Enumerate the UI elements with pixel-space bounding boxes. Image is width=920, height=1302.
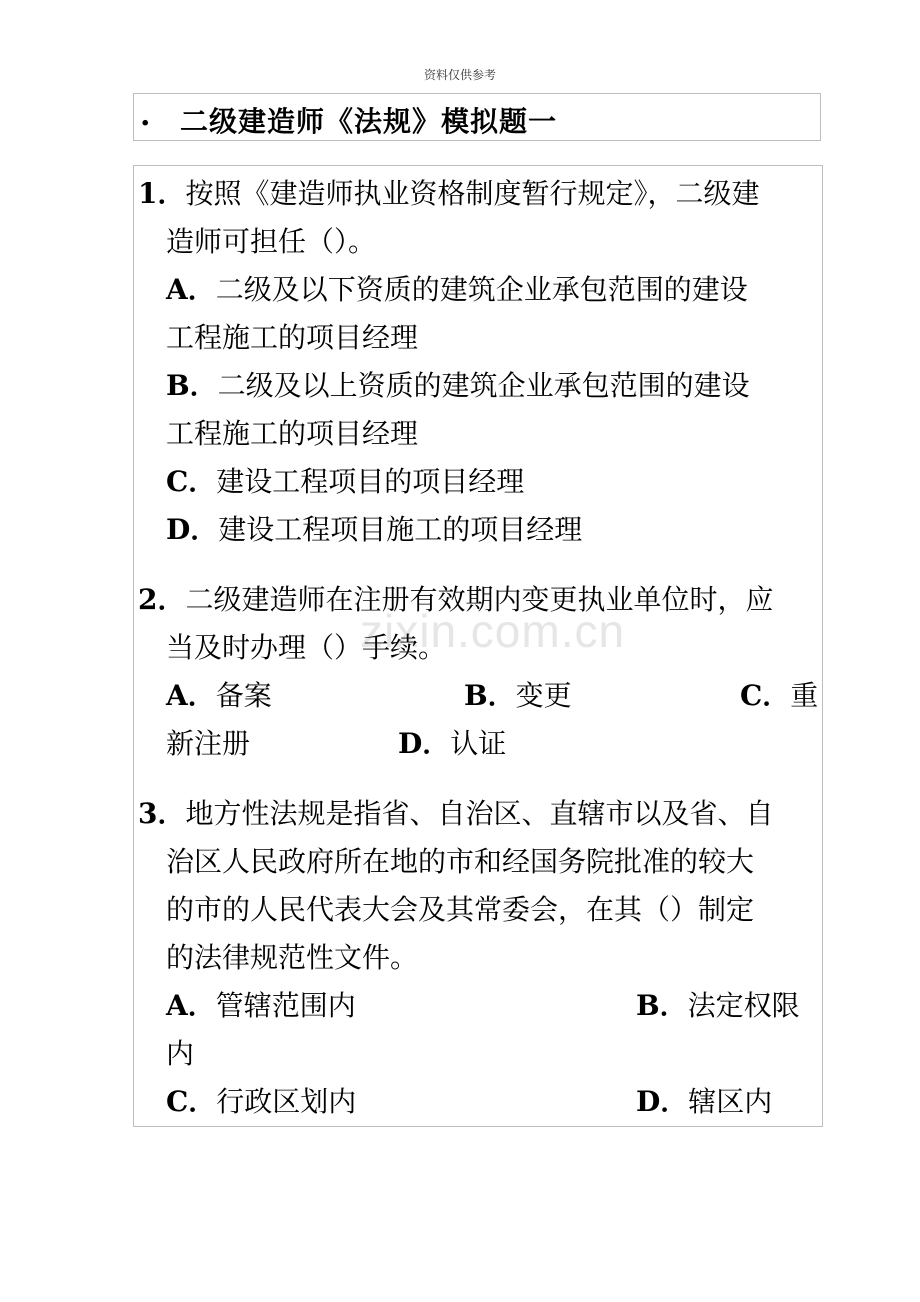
option-2d xyxy=(398,728,506,760)
option-3b-continuation xyxy=(166,1038,194,1070)
question-number: 3． xyxy=(138,797,186,830)
option-label: A． xyxy=(166,679,216,712)
option-label: A． xyxy=(166,273,216,306)
question-number: 1． xyxy=(138,177,186,210)
page-title: 二级建造师《法规》模拟题一 xyxy=(180,105,558,138)
option-label: C． xyxy=(166,465,217,498)
option-text: 变更 xyxy=(515,679,572,712)
question-3-line-4 xyxy=(166,942,418,974)
option-label: B． xyxy=(636,989,688,1022)
option-text: 新注册 xyxy=(166,727,251,760)
option-text: 辖区内 xyxy=(688,1085,773,1118)
option-1c xyxy=(166,466,524,498)
question-text: 二级建造师在注册有效期内变更执业单位时，应 xyxy=(185,583,774,616)
option-label: C． xyxy=(166,1085,217,1118)
question-3-line-3 xyxy=(166,894,754,926)
option-2c-continuation xyxy=(166,728,250,760)
option-2c xyxy=(740,680,818,712)
question-text: 造师可担任（）。 xyxy=(166,225,377,258)
question-number: 2． xyxy=(138,583,186,616)
option-label: B． xyxy=(464,679,516,712)
question-text: 的市的人民代表大会及其常委会，在其（）制定 xyxy=(166,893,755,926)
option-text: 行政区划内 xyxy=(216,1085,357,1118)
question-3-line-1 xyxy=(138,798,774,830)
question-text: 地方性法规是指省、自治区、直辖市以及省、自 xyxy=(185,797,774,830)
question-text: 当及时办理（）手续。 xyxy=(166,631,447,664)
watermark: zixin.com.cn xyxy=(360,605,626,657)
option-1a xyxy=(166,274,748,306)
question-text: 的法律规范性文件。 xyxy=(166,941,419,974)
question-text: 治区人民政府所在地的市和经国务院批准的较大 xyxy=(166,845,755,878)
option-1b xyxy=(166,370,750,402)
option-text: 内 xyxy=(166,1037,195,1070)
option-label: C． xyxy=(740,679,791,712)
header-note: 资料仅供参考 xyxy=(423,68,496,82)
option-text: 建设工程项目施工的项目经理 xyxy=(218,513,583,546)
option-3d xyxy=(636,1086,772,1118)
title-bullet: . xyxy=(140,98,151,133)
option-text: 认证 xyxy=(450,727,507,760)
title-box xyxy=(133,93,821,141)
option-text: 管辖范围内 xyxy=(215,989,356,1022)
option-text: 工程施工的项目经理 xyxy=(166,321,419,354)
question-3-line-2 xyxy=(166,846,754,878)
option-text: 法定权限 xyxy=(687,989,800,1022)
question-box xyxy=(133,165,823,1127)
question-text: 按照《建造师执业资格制度暂行规定》，二级建 xyxy=(185,177,760,210)
option-label: D． xyxy=(636,1085,689,1118)
option-text: 备案 xyxy=(215,679,272,712)
option-2b xyxy=(464,680,572,712)
option-1a-continuation xyxy=(166,322,418,354)
option-3b xyxy=(636,990,800,1022)
option-label: D． xyxy=(166,513,219,546)
question-2-line-2 xyxy=(166,632,446,664)
option-text: 建设工程项目的项目经理 xyxy=(216,465,525,498)
question-2-line-1 xyxy=(138,584,774,616)
option-1b-continuation xyxy=(166,418,418,450)
option-text: 重 xyxy=(790,679,819,712)
option-text: 二级及以上资质的建筑企业承包范围的建设 xyxy=(217,369,750,402)
option-label: A． xyxy=(166,989,216,1022)
question-1-line-2 xyxy=(166,226,376,258)
option-text: 二级及以下资质的建筑企业承包范围的建设 xyxy=(215,273,748,306)
option-3c xyxy=(166,1086,356,1118)
option-2a xyxy=(166,680,272,712)
question-1-line-1 xyxy=(138,178,760,210)
option-3a xyxy=(166,990,356,1022)
option-label: D． xyxy=(398,727,451,760)
option-text: 工程施工的项目经理 xyxy=(166,417,419,450)
option-1d xyxy=(166,514,582,546)
option-label: B． xyxy=(166,369,218,402)
